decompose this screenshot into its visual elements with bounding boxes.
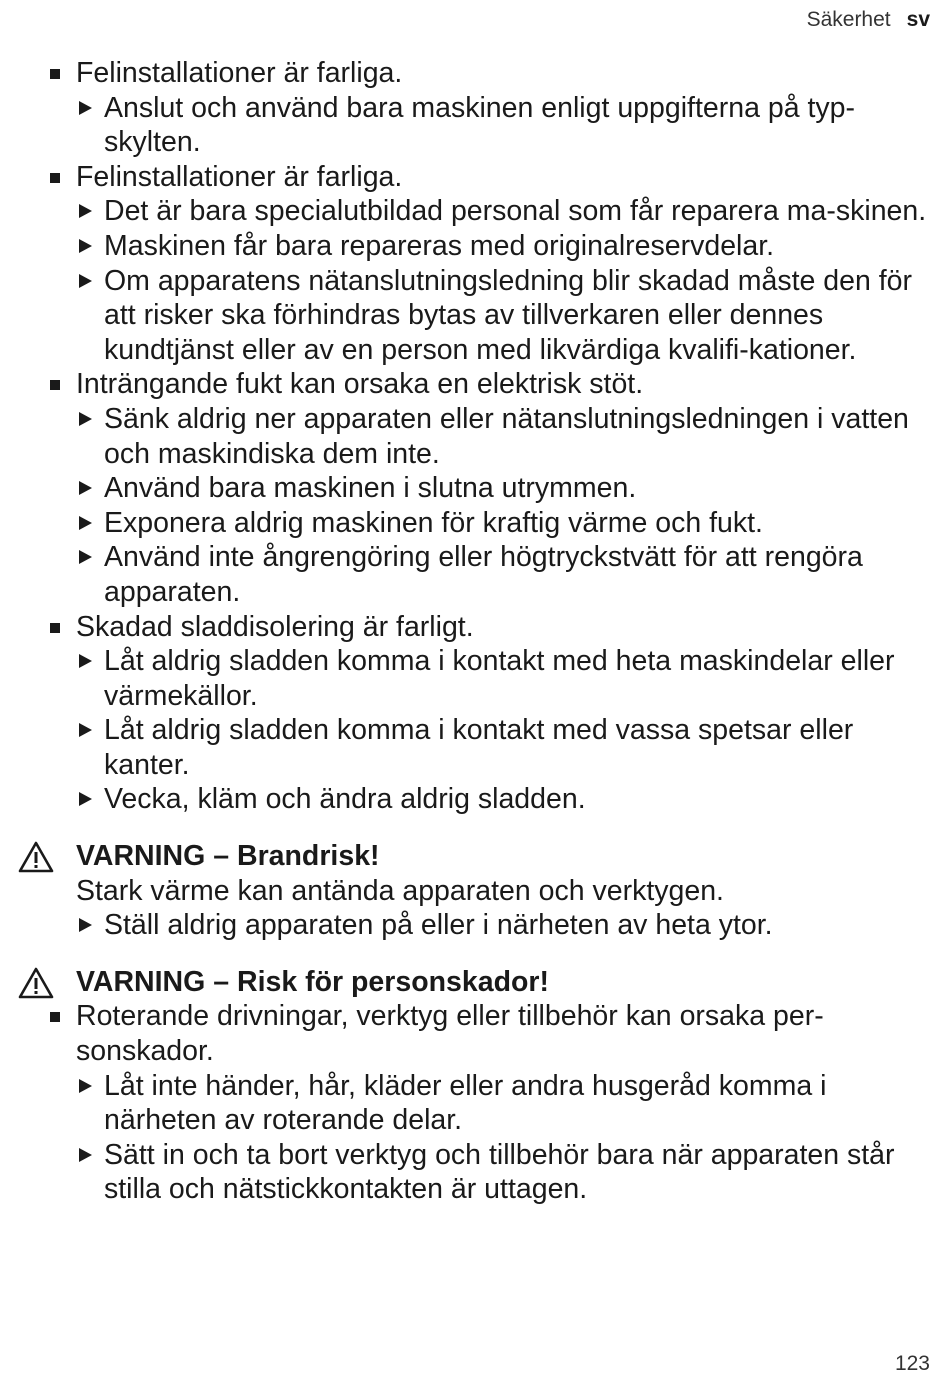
triangle-bullet-icon [79,1148,92,1162]
warning-heading [0,965,950,1000]
instruction-step [0,1069,950,1138]
triangle-bullet-icon [79,654,92,668]
hazard-item [0,610,950,645]
block-text: Låt inte händer, hår, kläder eller andra husgeråd komma i närheten av roterande delar. [104,1069,827,1137]
triangle-bullet-icon [79,918,92,932]
safety-instructions [0,56,950,1207]
block-text: Felinstallationer är farliga. [76,57,403,89]
instruction-step [0,91,950,160]
instruction-step [0,713,950,782]
warning-triangle-icon [18,967,54,999]
block-text: Använd bara maskinen i slutna utrymmen. [104,472,637,505]
square-bullet-icon [50,1012,60,1022]
hazard-item [0,56,950,91]
triangle-bullet-icon [79,792,92,806]
hazard-item [0,367,950,402]
block-text: Låt aldrig sladden komma i kontakt med vassa spetsar eller kanter. [104,714,854,781]
block-text: Skadad sladdisolering är farligt. [76,610,474,643]
instruction-step [0,644,950,713]
instruction-step [0,1138,950,1207]
block-text: Det är bara specialutbildad personal som får reparera ma-skinen. [104,195,927,228]
triangle-bullet-icon [79,516,92,530]
instruction-step [0,506,950,541]
running-header [807,8,930,32]
hazard-item [0,160,950,195]
instruction-step [0,540,950,609]
block-text: Sänk aldrig ner apparaten eller nätanslutningsledningen i vatten och maskindiska dem inte. [104,402,909,470]
square-bullet-icon [50,69,60,79]
block-text: Använd inte ångrengöring eller högtryckstvätt för att rengöra apparaten. [104,541,863,608]
block-text: Roterande drivningar, verktyg eller tillbehör kan orsaka per-sonskador. [76,1000,824,1068]
block-text: Exponera aldrig maskinen för kraftig värme och fukt. [104,506,763,539]
square-bullet-icon [50,623,60,633]
block-text: Om apparatens nätanslutningsledning blir skadad måste den för att risker ska förhindras bytas av tillverkaren eller dennes kundtjänst eller av en person med likvärdiga kvalifi-kationer. [104,264,912,366]
block-text: Felinstallationer är farliga. [76,160,403,193]
page-number: 123 [894,1352,930,1375]
instruction-step [0,229,950,264]
block-text: Stark värme kan antända apparaten och verktygen. [76,874,724,907]
triangle-bullet-icon [79,101,92,115]
hazard-item [0,999,950,1068]
block-text: Vecka, kläm och ändra aldrig sladden. [104,783,586,816]
language-code: sv [906,8,930,31]
triangle-bullet-icon [79,1079,92,1093]
block-text: Låt aldrig sladden komma i kontakt med heta maskindelar eller värmekällor. [104,645,895,712]
instruction-step [0,782,950,817]
instruction-step [0,264,950,368]
square-bullet-icon [50,173,60,183]
section-title: Säkerhet [806,8,891,31]
instruction-step [0,908,950,943]
triangle-bullet-icon [79,550,92,564]
block-text: Anslut och använd bara maskinen enligt uppgifterna på typ-skylten. [104,91,855,159]
instruction-step [0,194,950,229]
triangle-bullet-icon [79,274,92,288]
instruction-step [0,471,950,506]
instruction-step [0,402,950,471]
triangle-bullet-icon [79,481,92,495]
block-text: Sätt in och ta bort verktyg och tillbehör bara när apparaten står stilla och nätstickkontakten är uttagen. [104,1138,895,1206]
block-text: VARNING – Risk för personskador! [76,965,549,998]
warning-triangle-icon [18,841,54,873]
warning-heading [0,839,950,874]
warning-text [0,874,950,909]
block-text: VARNING – Brandrisk! [76,840,380,873]
triangle-bullet-icon [79,412,92,426]
triangle-bullet-icon [79,239,92,253]
block-text: Ställ aldrig apparaten på eller i närheten av heta ytor. [104,909,773,942]
square-bullet-icon [50,380,60,390]
block-text: Maskinen får bara repareras med originalreservdelar. [104,229,775,262]
block-text: Inträngande fukt kan orsaka en elektrisk stöt. [76,368,644,401]
triangle-bullet-icon [79,204,92,218]
triangle-bullet-icon [79,723,92,737]
